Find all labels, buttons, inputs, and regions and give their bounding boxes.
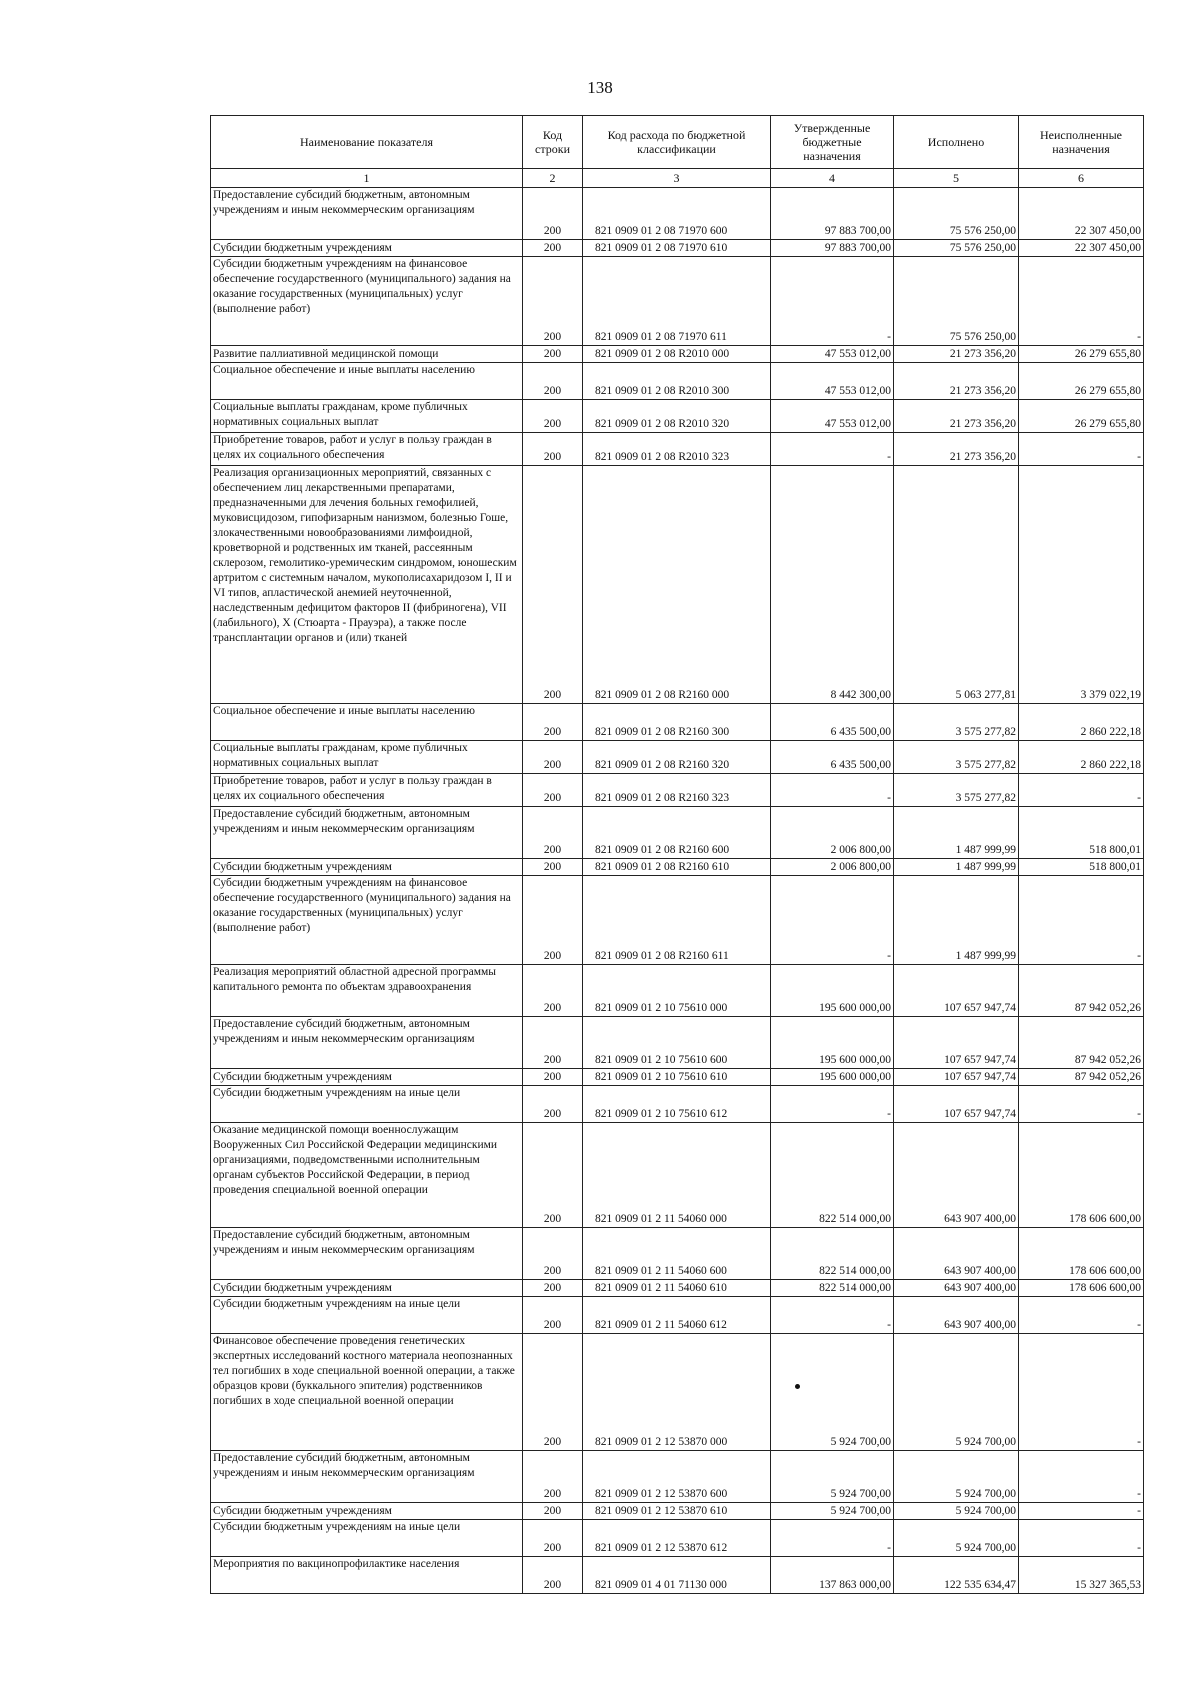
row-unexecuted-cell: 518 800,01 <box>1019 859 1144 876</box>
row-name-cell: Субсидии бюджетным учреждениям <box>211 1503 523 1520</box>
row-name-cell: Субсидии бюджетным учреждениям на финансовое обеспечение государственного (муниципального) задания на оказание государственных (муниципальных) услуг (выполнение работ) <box>211 257 523 346</box>
row-unexecuted-cell: - <box>1019 1520 1144 1557</box>
row-executed-cell: 643 907 400,00 <box>894 1123 1019 1228</box>
row-unexecuted-cell: - <box>1019 1297 1144 1334</box>
row-approved-cell: 47 553 012,00 <box>771 346 894 363</box>
row-budget-code-cell: 821 0909 01 2 12 53870 612 <box>583 1520 771 1557</box>
row-approved-cell: 47 553 012,00 <box>771 400 894 433</box>
row-budget-code-cell: 821 0909 01 2 08 R2010 000 <box>583 346 771 363</box>
table-row <box>211 346 1144 363</box>
row-name-cell: Предоставление субсидий бюджетным, автономным учреждениям и иным некоммерческим организациям <box>211 1451 523 1503</box>
row-budget-code-cell: 821 0909 01 2 08 71970 611 <box>583 257 771 346</box>
header-budget-code: Код расхода по бюджетной классификации <box>583 116 771 169</box>
row-name-cell: Субсидии бюджетным учреждениям <box>211 1069 523 1086</box>
row-name-cell: Субсидии бюджетным учреждениям <box>211 1280 523 1297</box>
header-unexecuted: Неисполненные назначения <box>1019 116 1144 169</box>
row-executed-cell: 75 576 250,00 <box>894 188 1019 240</box>
row-name-cell: Социальное обеспечение и иные выплаты населению <box>211 363 523 400</box>
row-unexecuted-cell: 15 327 365,53 <box>1019 1557 1144 1594</box>
row-executed-cell: 107 657 947,74 <box>894 965 1019 1017</box>
row-budget-code-cell: 821 0909 01 2 08 R2160 320 <box>583 741 771 774</box>
row-unexecuted-cell: 518 800,01 <box>1019 807 1144 859</box>
row-budget-code-cell: 821 0909 01 2 08 71970 610 <box>583 240 771 257</box>
row-approved-cell: 5 924 700,00 <box>771 1451 894 1503</box>
row-unexecuted-cell: 178 606 600,00 <box>1019 1280 1144 1297</box>
row-line-code-cell: 200 <box>523 363 583 400</box>
row-approved-cell: - <box>771 774 894 807</box>
row-unexecuted-cell: 26 279 655,80 <box>1019 363 1144 400</box>
table-row <box>211 1280 1144 1297</box>
row-name-cell: Субсидии бюджетным учреждениям на иные цели <box>211 1086 523 1123</box>
row-line-code-cell: 200 <box>523 1086 583 1123</box>
row-executed-cell: 75 576 250,00 <box>894 257 1019 346</box>
row-approved-cell: 2 006 800,00 <box>771 859 894 876</box>
budget-execution-table <box>210 115 1144 1594</box>
row-unexecuted-cell: 87 942 052,26 <box>1019 965 1144 1017</box>
row-name-cell: Оказание медицинской помощи военнослужащим Вооруженных Сил Российской Федерации медицинскими организациями, подведомственными исполнительным органам субъектов Российской Федерации, в период проведения специальной военной операции <box>211 1123 523 1228</box>
row-executed-cell: 5 924 700,00 <box>894 1503 1019 1520</box>
row-executed-cell: 1 487 999,99 <box>894 807 1019 859</box>
row-approved-cell: 195 600 000,00 <box>771 1017 894 1069</box>
row-name-cell: Реализация мероприятий областной адресной программы капитального ремонта по объектам здравоохранения <box>211 965 523 1017</box>
row-name-cell: Субсидии бюджетным учреждениям на иные цели <box>211 1520 523 1557</box>
row-name-cell: Предоставление субсидий бюджетным, автономным учреждениям и иным некоммерческим организациям <box>211 188 523 240</box>
row-approved-cell: 5 924 700,00 <box>771 1503 894 1520</box>
row-budget-code-cell: 821 0909 01 2 12 53870 610 <box>583 1503 771 1520</box>
table-row <box>211 859 1144 876</box>
column-number: 3 <box>583 169 771 188</box>
row-budget-code-cell: 821 0909 01 2 11 54060 600 <box>583 1228 771 1280</box>
table-row <box>211 1451 1144 1503</box>
row-approved-cell: 822 514 000,00 <box>771 1228 894 1280</box>
table-row <box>211 400 1144 433</box>
row-executed-cell: 75 576 250,00 <box>894 240 1019 257</box>
row-name-cell: Субсидии бюджетным учреждениям <box>211 859 523 876</box>
table-row <box>211 257 1144 346</box>
row-approved-cell: 822 514 000,00 <box>771 1123 894 1228</box>
row-executed-cell: 107 657 947,74 <box>894 1086 1019 1123</box>
row-budget-code-cell: 821 0909 01 2 10 75610 612 <box>583 1086 771 1123</box>
table-body <box>211 188 1144 1594</box>
row-budget-code-cell: 821 0909 01 2 08 R2010 323 <box>583 433 771 466</box>
row-budget-code-cell: 821 0909 01 2 08 R2010 300 <box>583 363 771 400</box>
table-row <box>211 1069 1144 1086</box>
row-line-code-cell: 200 <box>523 1280 583 1297</box>
table-row <box>211 1086 1144 1123</box>
row-executed-cell: 5 924 700,00 <box>894 1334 1019 1451</box>
row-unexecuted-cell: 178 606 600,00 <box>1019 1123 1144 1228</box>
row-executed-cell: 643 907 400,00 <box>894 1297 1019 1334</box>
row-approved-cell: 97 883 700,00 <box>771 240 894 257</box>
row-executed-cell: 5 063 277,81 <box>894 466 1019 704</box>
row-unexecuted-cell: 26 279 655,80 <box>1019 346 1144 363</box>
row-line-code-cell: 200 <box>523 1123 583 1228</box>
row-budget-code-cell: 821 0909 01 2 08 R2160 000 <box>583 466 771 704</box>
row-budget-code-cell: 821 0909 01 2 08 R2160 300 <box>583 704 771 741</box>
row-line-code-cell: 200 <box>523 1297 583 1334</box>
column-number: 6 <box>1019 169 1144 188</box>
row-line-code-cell: 200 <box>523 1334 583 1451</box>
row-line-code-cell: 200 <box>523 1520 583 1557</box>
table-row <box>211 1520 1144 1557</box>
table-row <box>211 240 1144 257</box>
row-approved-cell: 47 553 012,00 <box>771 363 894 400</box>
row-approved-cell: 5 924 700,00 <box>771 1334 894 1451</box>
row-name-cell: Предоставление субсидий бюджетным, автономным учреждениям и иным некоммерческим организациям <box>211 1017 523 1069</box>
row-unexecuted-cell: - <box>1019 433 1144 466</box>
row-name-cell: Социальные выплаты гражданам, кроме публичных нормативных социальных выплат <box>211 741 523 774</box>
row-budget-code-cell: 821 0909 01 2 11 54060 612 <box>583 1297 771 1334</box>
row-name-cell: Социальное обеспечение и иные выплаты населению <box>211 704 523 741</box>
table-row <box>211 466 1144 704</box>
row-name-cell: Реализация организационных мероприятий, связанных с обеспечением лиц лекарственными препаратами, предназначенными для лечения больных гемофилией, муковисцидозом, гипофизарным нанизмом, болезнью Гоше, злокачественными новообразованиями лимфоидной, кроветворной и родственных им тканей, рассеянным склерозом, гемолитико-уремическим синдромом, юношеским артритом с системным началом, мукополисахаридозом I, II и VI типов, апластической анемией неуточненной, наследственным дефицитом факторов II (фибриногена), VII (лабильного), X (Стюарта - Прауэра), а также после трансплантации органов и (или) тканей <box>211 466 523 704</box>
row-unexecuted-cell: 178 606 600,00 <box>1019 1228 1144 1280</box>
row-unexecuted-cell: 3 379 022,19 <box>1019 466 1144 704</box>
row-approved-cell: - <box>771 257 894 346</box>
row-unexecuted-cell: - <box>1019 1086 1144 1123</box>
table-row <box>211 704 1144 741</box>
row-unexecuted-cell: - <box>1019 1503 1144 1520</box>
table-row <box>211 1503 1144 1520</box>
row-line-code-cell: 200 <box>523 807 583 859</box>
row-budget-code-cell: 821 0909 01 2 08 R2160 610 <box>583 859 771 876</box>
row-executed-cell: 107 657 947,74 <box>894 1069 1019 1086</box>
row-approved-cell: - <box>771 433 894 466</box>
header-name: Наименование показателя <box>211 116 523 169</box>
row-line-code-cell: 200 <box>523 400 583 433</box>
row-name-cell: Приобретение товаров, работ и услуг в пользу граждан в целях их социального обеспечения <box>211 433 523 466</box>
row-approved-cell: 137 863 000,00 <box>771 1557 894 1594</box>
row-approved-cell: 822 514 000,00 <box>771 1280 894 1297</box>
row-line-code-cell: 200 <box>523 1017 583 1069</box>
row-unexecuted-cell: 87 942 052,26 <box>1019 1017 1144 1069</box>
header-line-code: Код строки <box>523 116 583 169</box>
row-unexecuted-cell: - <box>1019 1334 1144 1451</box>
row-executed-cell: 21 273 356,20 <box>894 346 1019 363</box>
row-budget-code-cell: 821 0909 01 2 12 53870 600 <box>583 1451 771 1503</box>
row-line-code-cell: 200 <box>523 859 583 876</box>
row-unexecuted-cell: - <box>1019 774 1144 807</box>
row-line-code-cell: 200 <box>523 1503 583 1520</box>
row-unexecuted-cell: 22 307 450,00 <box>1019 188 1144 240</box>
row-line-code-cell: 200 <box>523 1228 583 1280</box>
table-row <box>211 1228 1144 1280</box>
row-name-cell: Приобретение товаров, работ и услуг в пользу граждан в целях их социального обеспечения <box>211 774 523 807</box>
row-executed-cell: 5 924 700,00 <box>894 1451 1019 1503</box>
table-row <box>211 774 1144 807</box>
row-unexecuted-cell: 87 942 052,26 <box>1019 1069 1144 1086</box>
row-line-code-cell: 200 <box>523 704 583 741</box>
page-number: 138 <box>587 78 613 97</box>
column-number: 1 <box>211 169 523 188</box>
row-executed-cell: 3 575 277,82 <box>894 704 1019 741</box>
row-approved-cell: - <box>771 1086 894 1123</box>
table-row <box>211 876 1144 965</box>
table-row <box>211 965 1144 1017</box>
row-approved-cell: - <box>771 876 894 965</box>
table-row <box>211 1334 1144 1451</box>
table-row <box>211 188 1144 240</box>
row-name-cell: Предоставление субсидий бюджетным, автономным учреждениям и иным некоммерческим организациям <box>211 1228 523 1280</box>
row-executed-cell: 3 575 277,82 <box>894 774 1019 807</box>
row-approved-cell: - <box>771 1297 894 1334</box>
column-number: 5 <box>894 169 1019 188</box>
row-line-code-cell: 200 <box>523 774 583 807</box>
row-executed-cell: 21 273 356,20 <box>894 433 1019 466</box>
row-unexecuted-cell: - <box>1019 876 1144 965</box>
row-name-cell: Предоставление субсидий бюджетным, автономным учреждениям и иным некоммерческим организациям <box>211 807 523 859</box>
table-row <box>211 1017 1144 1069</box>
row-budget-code-cell: 821 0909 01 2 08 71970 600 <box>583 188 771 240</box>
column-number: 2 <box>523 169 583 188</box>
table-header-row <box>211 116 1144 169</box>
column-number: 4 <box>771 169 894 188</box>
row-name-cell: Субсидии бюджетным учреждениям на финансовое обеспечение государственного (муниципального) задания на оказание государственных (муниципальных) услуг (выполнение работ) <box>211 876 523 965</box>
row-unexecuted-cell: 2 860 222,18 <box>1019 741 1144 774</box>
header-approved: Утвержденные бюджетные назначения <box>771 116 894 169</box>
row-line-code-cell: 200 <box>523 876 583 965</box>
row-line-code-cell: 200 <box>523 188 583 240</box>
row-budget-code-cell: 821 0909 01 2 12 53870 000 <box>583 1334 771 1451</box>
row-name-cell: Мероприятия по вакцинопрофилактике населения <box>211 1557 523 1594</box>
row-name-cell: Развитие паллиативной медицинской помощи <box>211 346 523 363</box>
row-approved-cell: - <box>771 1520 894 1557</box>
table-row <box>211 1123 1144 1228</box>
row-executed-cell: 1 487 999,99 <box>894 876 1019 965</box>
row-line-code-cell: 200 <box>523 965 583 1017</box>
row-line-code-cell: 200 <box>523 466 583 704</box>
row-line-code-cell: 200 <box>523 346 583 363</box>
row-executed-cell: 21 273 356,20 <box>894 363 1019 400</box>
row-line-code-cell: 200 <box>523 1451 583 1503</box>
row-line-code-cell: 200 <box>523 741 583 774</box>
row-executed-cell: 107 657 947,74 <box>894 1017 1019 1069</box>
row-budget-code-cell: 821 0909 01 2 10 75610 610 <box>583 1069 771 1086</box>
table-row <box>211 1297 1144 1334</box>
row-line-code-cell: 200 <box>523 1557 583 1594</box>
header-executed: Исполнено <box>894 116 1019 169</box>
row-unexecuted-cell: 26 279 655,80 <box>1019 400 1144 433</box>
row-budget-code-cell: 821 0909 01 2 08 R2160 600 <box>583 807 771 859</box>
column-numbers-row <box>211 169 1144 188</box>
row-approved-cell: 2 006 800,00 <box>771 807 894 859</box>
row-executed-cell: 643 907 400,00 <box>894 1280 1019 1297</box>
row-approved-cell: 6 435 500,00 <box>771 741 894 774</box>
stray-dot-mark <box>795 1384 800 1389</box>
row-budget-code-cell: 821 0909 01 2 11 54060 000 <box>583 1123 771 1228</box>
table-row <box>211 741 1144 774</box>
row-executed-cell: 122 535 634,47 <box>894 1557 1019 1594</box>
row-name-cell: Социальные выплаты гражданам, кроме публичных нормативных социальных выплат <box>211 400 523 433</box>
row-budget-code-cell: 821 0909 01 2 10 75610 000 <box>583 965 771 1017</box>
row-budget-code-cell: 821 0909 01 2 08 R2010 320 <box>583 400 771 433</box>
row-approved-cell: 97 883 700,00 <box>771 188 894 240</box>
row-executed-cell: 643 907 400,00 <box>894 1228 1019 1280</box>
row-budget-code-cell: 821 0909 01 2 08 R2160 323 <box>583 774 771 807</box>
row-line-code-cell: 200 <box>523 433 583 466</box>
row-unexecuted-cell: 22 307 450,00 <box>1019 240 1144 257</box>
row-unexecuted-cell: 2 860 222,18 <box>1019 704 1144 741</box>
row-budget-code-cell: 821 0909 01 2 11 54060 610 <box>583 1280 771 1297</box>
row-name-cell: Субсидии бюджетным учреждениям на иные цели <box>211 1297 523 1334</box>
row-line-code-cell: 200 <box>523 257 583 346</box>
row-unexecuted-cell: - <box>1019 1451 1144 1503</box>
row-executed-cell: 5 924 700,00 <box>894 1520 1019 1557</box>
row-approved-cell: 195 600 000,00 <box>771 1069 894 1086</box>
row-unexecuted-cell: - <box>1019 257 1144 346</box>
table-row <box>211 1557 1144 1594</box>
row-line-code-cell: 200 <box>523 240 583 257</box>
table-row <box>211 363 1144 400</box>
row-name-cell: Финансовое обеспечение проведения генетических экспертных исследований костного материала неопознанных тел погибших в ходе специальной военной операции, а также образцов крови (буккального эпителия) родственников погибших в ходе специальной военной операции <box>211 1334 523 1451</box>
row-approved-cell: 8 442 300,00 <box>771 466 894 704</box>
row-line-code-cell: 200 <box>523 1069 583 1086</box>
table-row <box>211 433 1144 466</box>
row-budget-code-cell: 821 0909 01 2 08 R2160 611 <box>583 876 771 965</box>
table-row <box>211 807 1144 859</box>
row-executed-cell: 1 487 999,99 <box>894 859 1019 876</box>
row-approved-cell: 195 600 000,00 <box>771 965 894 1017</box>
row-budget-code-cell: 821 0909 01 2 10 75610 600 <box>583 1017 771 1069</box>
row-name-cell: Субсидии бюджетным учреждениям <box>211 240 523 257</box>
row-executed-cell: 21 273 356,20 <box>894 400 1019 433</box>
row-budget-code-cell: 821 0909 01 4 01 71130 000 <box>583 1557 771 1594</box>
row-approved-cell: 6 435 500,00 <box>771 704 894 741</box>
row-executed-cell: 3 575 277,82 <box>894 741 1019 774</box>
